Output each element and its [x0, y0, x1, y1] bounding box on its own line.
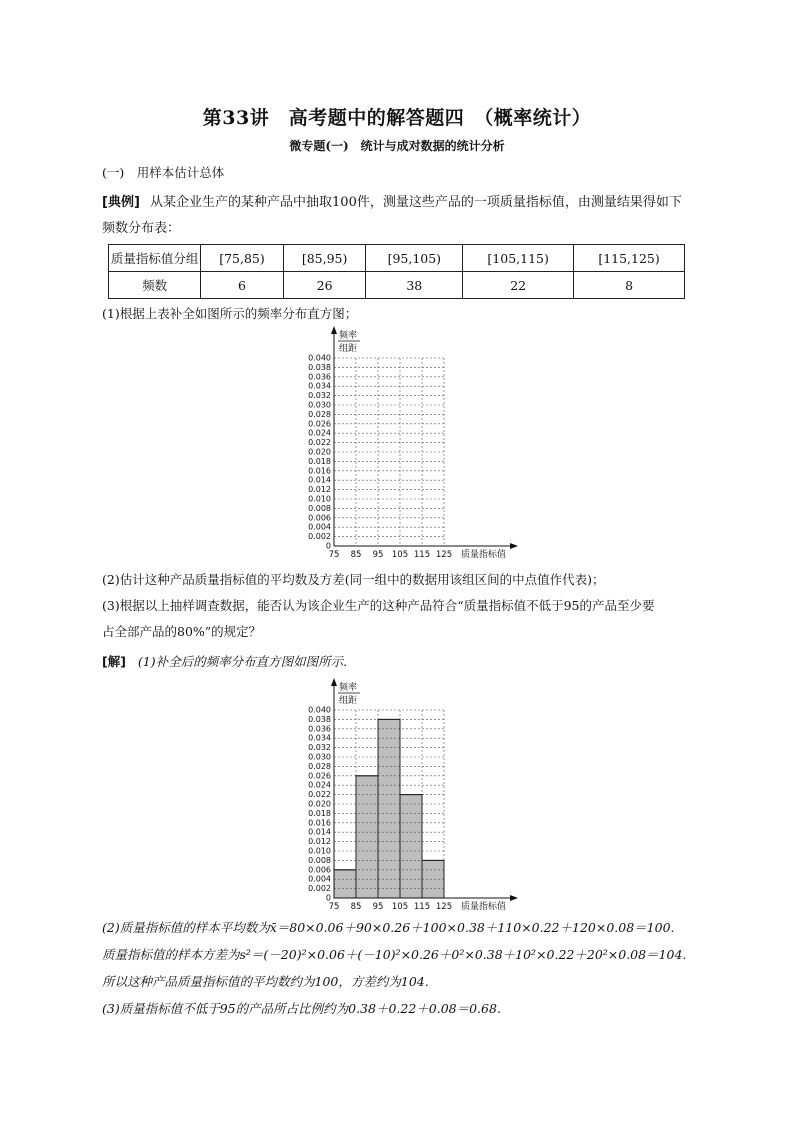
question-3-line-1: (3)根据以上抽样调查数据，能否认为该企业生产的这种产品符合“质量指标值不低于95的产品至少要 — [102, 598, 655, 613]
page-subtitle: 微专题(一) 统计与成对数据的统计分析 — [289, 139, 505, 153]
y-tick-label: 0.034 — [308, 733, 331, 743]
table-cell: [75,85) — [201, 245, 284, 272]
y-axis-label-bottom: 组距 — [339, 696, 358, 706]
y-tick-label: 0.016 — [308, 466, 331, 476]
solution-line-5: (3)质量指标值不低于95的产品所占比例约为0.38＋0.22＋0.08＝0.68. — [102, 1001, 501, 1016]
solution-text-1: (1)补全后的频率分布直方图如图所示. — [137, 654, 348, 669]
y-tick-label: 0.002 — [308, 884, 331, 894]
y-tick-label: 0.038 — [308, 714, 331, 724]
y-tick-label: 0.008 — [308, 503, 331, 513]
section-heading: (一) 用样本估计总体 — [102, 165, 225, 180]
y-tick-label: 0.024 — [308, 428, 331, 438]
x-tick-label: 85 — [350, 550, 362, 560]
table-cell: [105,115) — [463, 245, 574, 272]
table-cell: [95,105) — [366, 245, 463, 272]
table-row — [109, 245, 685, 272]
solution-line-3: 质量指标值的样本方差为s²＝(－20)²×0.06＋(－10)²×0.26＋0²×0.38＋10²×0.22＋20²×0.08＝104. — [102, 947, 687, 962]
table-cell: 38 — [366, 272, 463, 299]
y-tick-label: 0.020 — [308, 447, 331, 457]
x-tick-label: 105 — [391, 550, 409, 560]
y-tick-label: 0.002 — [308, 532, 331, 542]
solution-line-1 — [102, 652, 347, 670]
histogram-bar — [422, 860, 444, 898]
y-tick-label: 0.024 — [308, 780, 331, 790]
histogram-bar — [400, 795, 422, 898]
table-cell: 22 — [463, 272, 574, 299]
y-tick-label: 0.022 — [308, 790, 331, 800]
x-axis-arrow — [510, 543, 518, 549]
frequency-table — [108, 244, 685, 299]
y-tick-label: 0.004 — [308, 874, 331, 884]
y-tick-label: 0 — [325, 893, 331, 903]
x-tick-label: 85 — [350, 902, 362, 912]
y-tick-label: 0.006 — [308, 865, 331, 875]
x-tick-label: 75 — [328, 550, 340, 560]
x-axis-label: 质量指标值 — [460, 902, 506, 912]
x-tick-label: 115 — [413, 550, 431, 560]
y-tick-label: 0.040 — [308, 353, 331, 363]
page-title: 第33讲 高考题中的解答题四 （概率统计） — [202, 107, 592, 129]
table-cell: [85,95) — [283, 245, 366, 272]
table-cell: 26 — [283, 272, 366, 299]
table-cell: [115,125) — [574, 245, 685, 272]
x-axis-arrow — [510, 895, 518, 901]
x-tick-label: 105 — [391, 902, 409, 912]
histogram-bar — [356, 776, 378, 898]
table-cell: 6 — [201, 272, 284, 299]
y-tick-label: 0.030 — [308, 400, 331, 410]
example-line-1 — [102, 191, 682, 210]
y-axis-label-top: 频率 — [339, 331, 358, 341]
histogram-blank — [280, 324, 540, 562]
table-cell: 8 — [574, 272, 685, 299]
y-tick-label: 0.038 — [308, 362, 331, 372]
y-tick-label: 0.034 — [308, 381, 331, 391]
y-tick-label: 0 — [325, 541, 331, 551]
x-axis-label: 质量指标值 — [460, 550, 506, 560]
histogram-bar — [378, 719, 400, 898]
y-tick-label: 0.012 — [308, 837, 331, 847]
y-tick-label: 0.014 — [308, 475, 331, 485]
y-axis-arrow — [331, 678, 337, 686]
y-axis-label-top: 频率 — [339, 683, 358, 693]
table-header-cell: 频数 — [109, 272, 201, 299]
y-tick-label: 0.036 — [308, 372, 331, 382]
y-tick-label: 0.026 — [308, 771, 331, 781]
x-tick-label: 125 — [435, 902, 453, 912]
y-tick-label: 0.036 — [308, 724, 331, 734]
y-tick-label: 0.012 — [308, 485, 331, 495]
y-tick-label: 0.026 — [308, 419, 331, 429]
histogram-bar — [334, 870, 356, 898]
histogram-filled — [280, 676, 540, 912]
y-tick-label: 0.018 — [308, 808, 331, 818]
y-axis-label-bottom: 组距 — [339, 344, 358, 354]
x-tick-label: 115 — [413, 902, 431, 912]
x-tick-label: 125 — [435, 550, 453, 560]
y-tick-label: 0.010 — [308, 494, 331, 504]
example-text-1: 从某企业生产的某种产品中抽取100件，测量这些产品的一项质量指标值，由测量结果得如下 — [150, 195, 682, 210]
example-line-2: 频数分布表： — [102, 221, 181, 236]
y-tick-label: 0.010 — [308, 846, 331, 856]
y-tick-label: 0.032 — [308, 391, 331, 401]
y-tick-label: 0.016 — [308, 818, 331, 828]
table-header-cell: 质量指标值分组 — [109, 245, 201, 272]
y-tick-label: 0.006 — [308, 513, 331, 523]
question-3-line-2: 占全部产品的80%”的规定？ — [102, 624, 262, 639]
x-tick-label: 95 — [372, 902, 384, 912]
y-tick-label: 0.040 — [308, 705, 331, 715]
x-tick-label: 75 — [328, 902, 340, 912]
y-tick-label: 0.030 — [308, 752, 331, 762]
y-tick-label: 0.008 — [308, 855, 331, 865]
y-tick-label: 0.028 — [308, 409, 331, 419]
y-tick-label: 0.018 — [308, 456, 331, 466]
solution-tag: [解] — [102, 654, 126, 669]
y-tick-label: 0.022 — [308, 438, 331, 448]
question-1: (1)根据上表补全如图所示的频率分布直方图； — [102, 306, 358, 321]
y-tick-label: 0.020 — [308, 799, 331, 809]
y-tick-label: 0.032 — [308, 743, 331, 753]
y-tick-label: 0.004 — [308, 522, 331, 532]
question-2: (2)估计这种产品质量指标值的平均数及方差(同一组中的数据用该组区间的中点值作代表)； — [102, 572, 605, 587]
example-tag: [典例] — [102, 195, 140, 210]
solution-line-2: (2)质量指标值的样本平均数为x̄＝80×0.06＋90×0.26＋100×0.38＋110×0.22＋120×0.08＝100. — [102, 920, 675, 935]
y-tick-label: 0.014 — [308, 827, 331, 837]
y-axis-arrow — [331, 326, 337, 334]
solution-line-4: 所以这种产品质量指标值的平均数约为100，方差约为104. — [102, 974, 429, 989]
y-tick-label: 0.028 — [308, 761, 331, 771]
table-row — [109, 272, 685, 299]
x-tick-label: 95 — [372, 550, 384, 560]
